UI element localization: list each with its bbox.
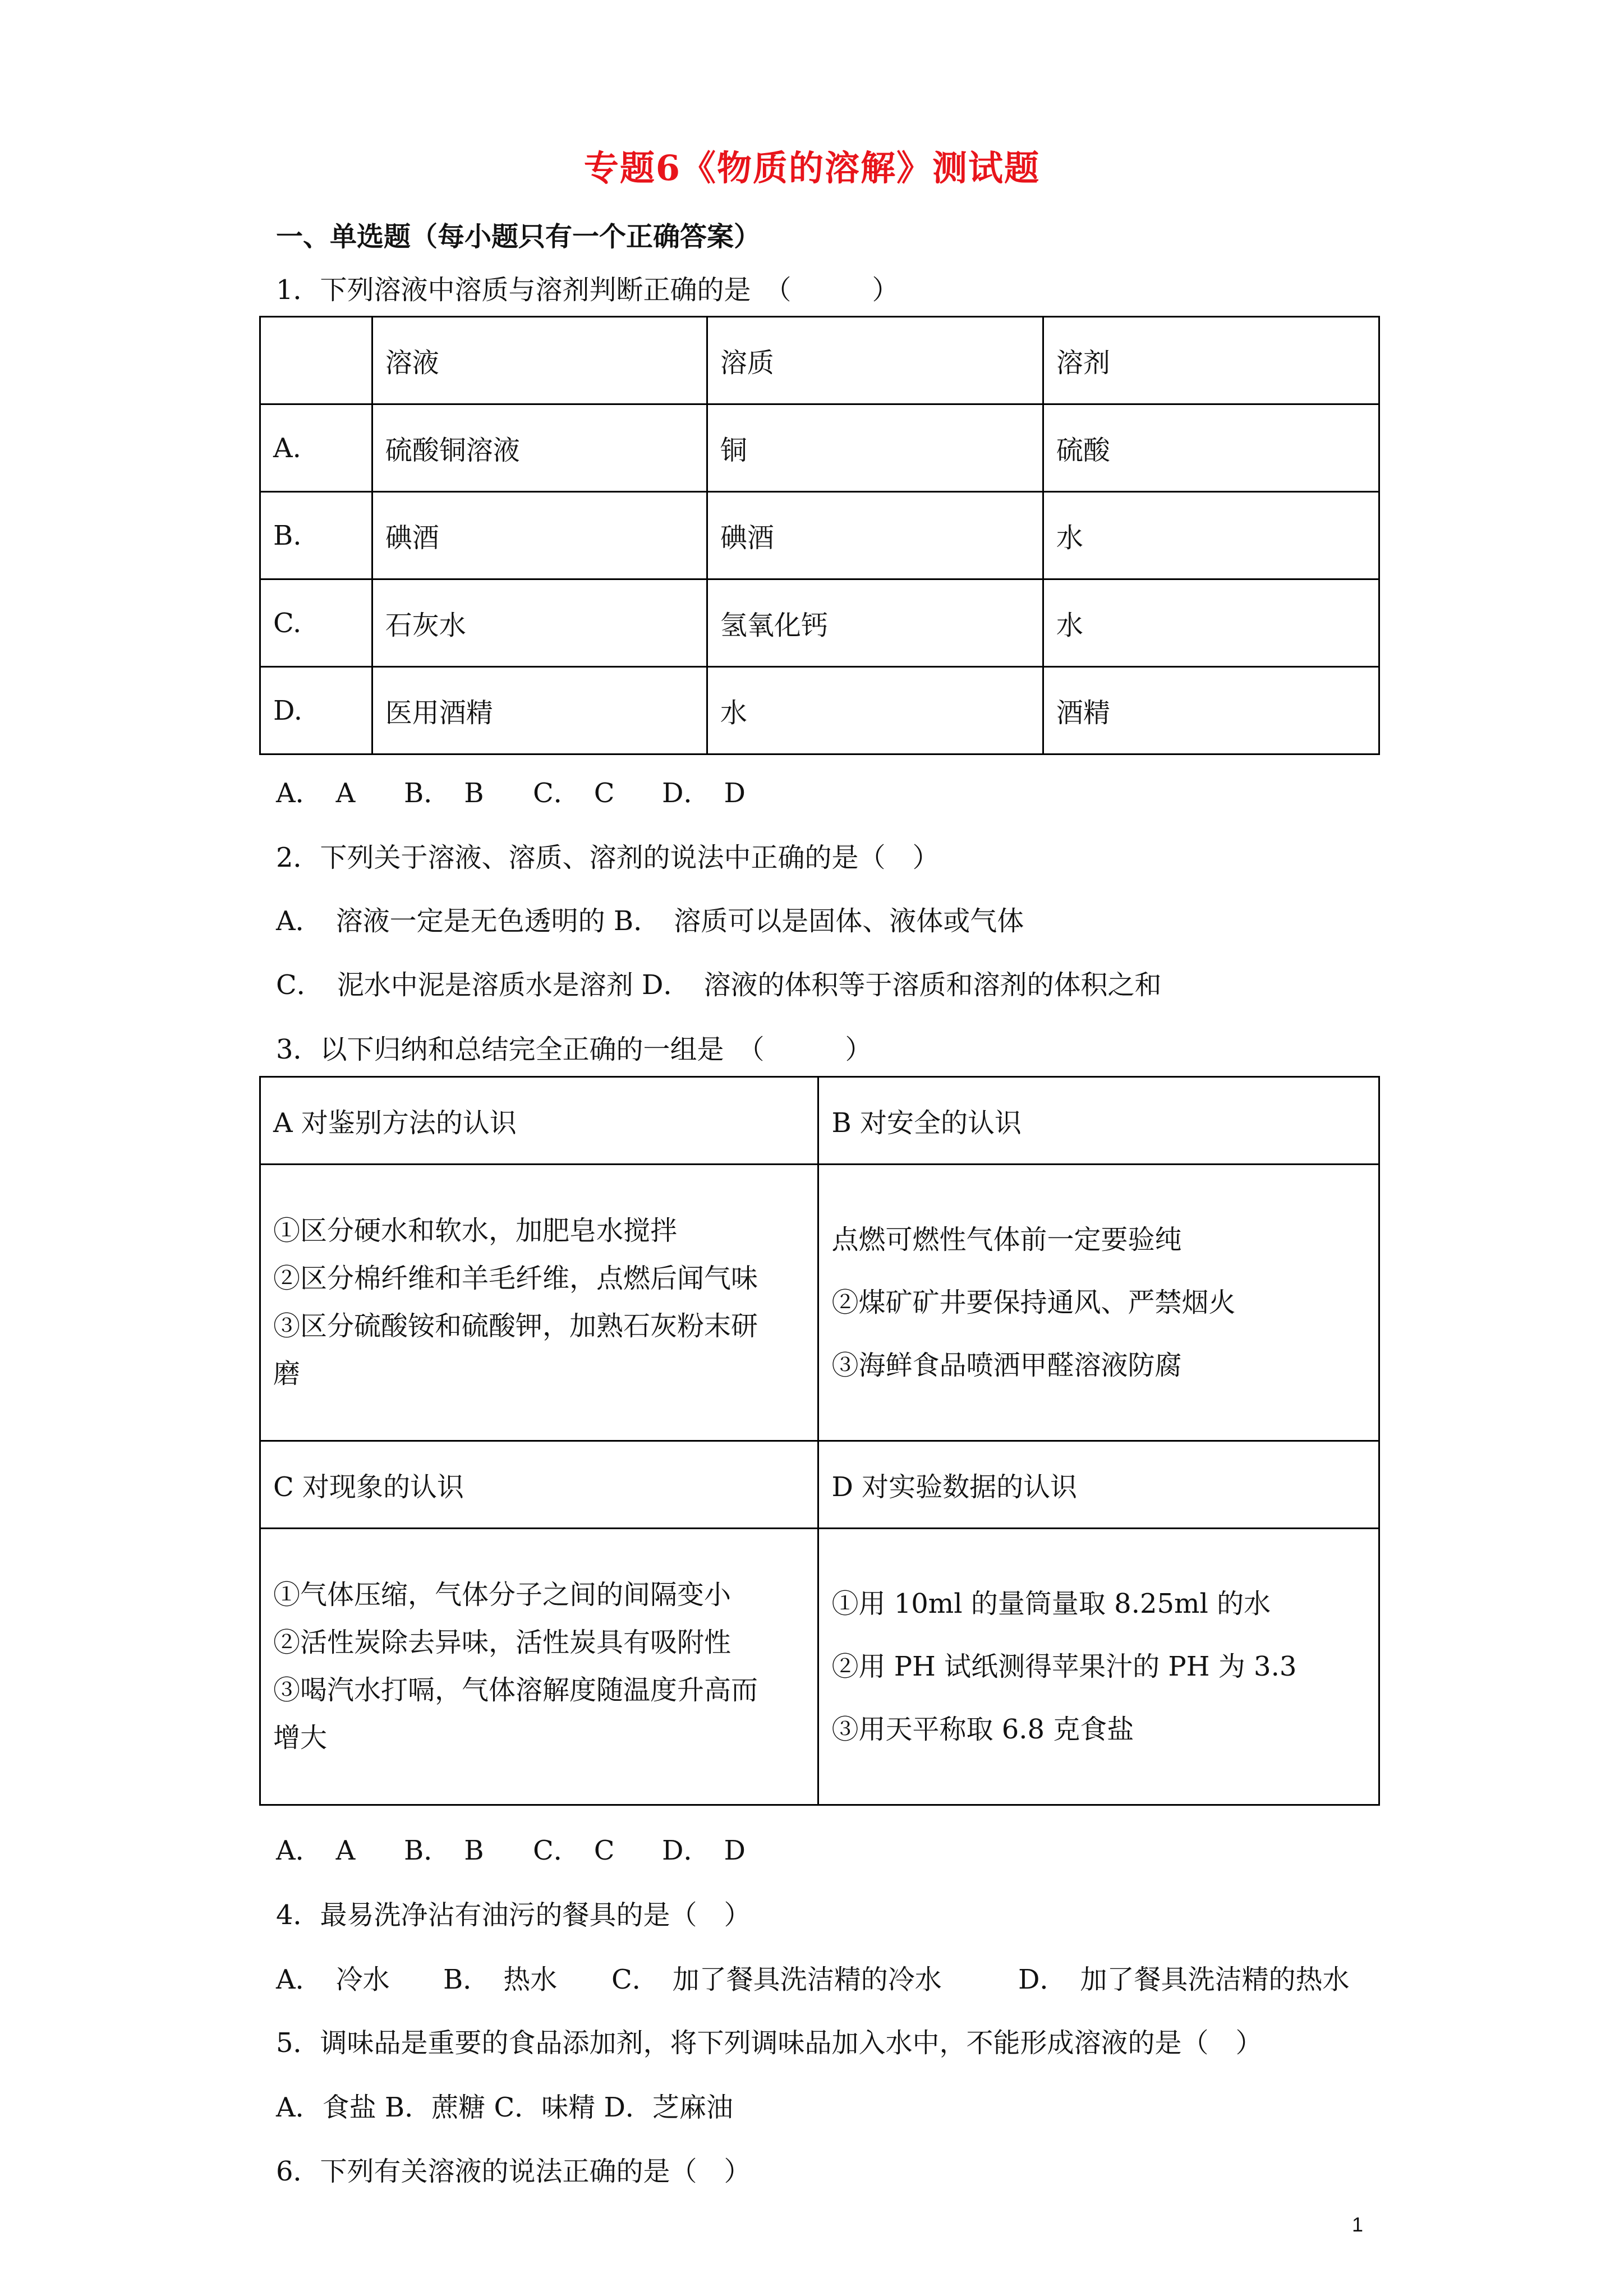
table-cell: D 对实验数据的认识	[818, 1441, 1379, 1529]
list-item: ③海鲜食品喷洒甲醛溶液防腐	[831, 1350, 1182, 1381]
q3-choice-a: A． A	[276, 1835, 356, 1866]
table-cell	[260, 1165, 818, 1441]
table-row	[260, 1165, 1379, 1441]
table-cell: 水	[707, 667, 1043, 754]
q1-table	[259, 316, 1380, 755]
table-cell: 硫酸	[1043, 404, 1379, 492]
table-cell: B.	[260, 492, 372, 579]
table-cell	[260, 1529, 818, 1805]
table-cell: A.	[260, 404, 372, 492]
table-cell	[818, 1165, 1379, 1441]
q3-choice-c: C． C	[533, 1835, 615, 1866]
q1-choice-c: C． C	[533, 777, 615, 809]
table-cell: A 对鉴别方法的认识	[260, 1077, 818, 1165]
q5-stem: 5．调味品是重要的食品添加剂，将下列调味品加入水中，不能形成溶液的是（ ）	[276, 2027, 1263, 2059]
q3-table	[259, 1076, 1380, 1806]
list-item: ②区分棉纤维和羊毛纤维，点燃后闻气味	[273, 1263, 758, 1294]
table-cell: 碘酒	[707, 492, 1043, 579]
q2-stem: 2．下列关于溶液、溶质、溶剂的说法中正确的是（ ）	[276, 842, 940, 873]
table-row	[260, 1077, 1379, 1165]
table-cell: B 对安全的认识	[818, 1077, 1379, 1165]
table-cell: 石灰水	[372, 579, 707, 667]
list-item: ①区分硬水和软水，加肥皂水搅拌	[273, 1215, 678, 1246]
list-item: ②活性炭除去异味，活性炭具有吸附性	[273, 1627, 732, 1658]
list-item: ③喝汽水打嗝，气体溶解度随温度升高而	[273, 1674, 758, 1706]
table-cell: 溶液	[372, 317, 707, 404]
q4-choice-a: A． 冷水	[276, 1964, 390, 1995]
q4-stem: 4．最易洗净沾有油污的餐具的是（ ）	[276, 1899, 751, 1931]
q1-choice-d: D． D	[662, 777, 746, 809]
list-item: ③用天平称取 6.8 克食盐	[831, 1714, 1134, 1745]
table-cell: 溶剂	[1043, 317, 1379, 404]
q3-stem: 3．以下归纳和总结完全正确的一组是 （ ）	[276, 1034, 872, 1065]
q5-choices: A．食盐 B．蔗糖 C．味精 D．芝麻油	[276, 2092, 733, 2123]
table-cell: 医用酒精	[372, 667, 707, 754]
q2-options-line1: A． 溶液一定是无色透明的 B． 溶质可以是固体、液体或气体	[276, 905, 1024, 937]
q3-choice-b: B． B	[404, 1835, 484, 1866]
table-cell: 氢氧化钙	[707, 579, 1043, 667]
list-item: ①用 10ml 的量筒量取 8.25ml 的水	[831, 1588, 1271, 1619]
table-row	[260, 579, 1379, 667]
table-cell: 溶质	[707, 317, 1043, 404]
q4-choice-c: C． 加了餐具洗洁精的冷水	[611, 1964, 942, 1995]
q6-stem: 6．下列有关溶液的说法正确的是（ ）	[276, 2156, 751, 2187]
table-row	[260, 1441, 1379, 1529]
q1-stem: 1．下列溶液中溶质与溶剂判断正确的是 （ ）	[276, 274, 899, 306]
table-cell: 酒精	[1043, 667, 1379, 754]
list-item: ①气体压缩，气体分子之间的间隔变小	[273, 1579, 732, 1611]
list-item: ②用 PH 试纸测得苹果汁的 PH 为 3.3	[831, 1651, 1297, 1682]
table-cell: 铜	[707, 404, 1043, 492]
list-item: 磨	[273, 1358, 301, 1389]
table-row	[260, 492, 1379, 579]
table-cell: 硫酸铜溶液	[372, 404, 707, 492]
table-row	[260, 667, 1379, 754]
table-cell: C.	[260, 579, 372, 667]
q2-options-line2: C． 泥水中泥是溶质水是溶剂 D． 溶液的体积等于溶质和溶剂的体积之和	[276, 969, 1162, 1001]
q3-choice-d: D． D	[662, 1835, 746, 1866]
page-title: 专题6《物质的溶解》测试题	[583, 148, 1041, 188]
list-item: ③区分硫酸铵和硫酸钾，加熟石灰粉末研	[273, 1310, 758, 1342]
table-cell: 水	[1043, 579, 1379, 667]
q1-choice-b: B． B	[404, 777, 484, 809]
section-title: 一、单选题（每小题只有一个正确答案）	[276, 221, 761, 252]
table-header-row	[260, 317, 1379, 404]
q4-choice-d: D． 加了餐具洗洁精的热水	[1018, 1964, 1350, 1995]
table-cell	[260, 317, 372, 404]
list-item: ②煤矿矿井要保持通风、严禁烟火	[831, 1287, 1236, 1318]
table-cell: D.	[260, 667, 372, 754]
list-item: 增大	[273, 1722, 328, 1754]
table-cell: 碘酒	[372, 492, 707, 579]
list-item: 点燃可燃性气体前一定要验纯	[831, 1224, 1182, 1255]
q4-choice-b: B． 热水	[443, 1964, 558, 1995]
table-row	[260, 404, 1379, 492]
table-cell	[818, 1529, 1379, 1805]
table-cell: C 对现象的认识	[260, 1441, 818, 1529]
q1-choice-a: A． A	[276, 777, 356, 809]
table-row	[260, 1529, 1379, 1805]
page-number: 1	[1352, 2213, 1364, 2236]
table-cell: 水	[1043, 492, 1379, 579]
